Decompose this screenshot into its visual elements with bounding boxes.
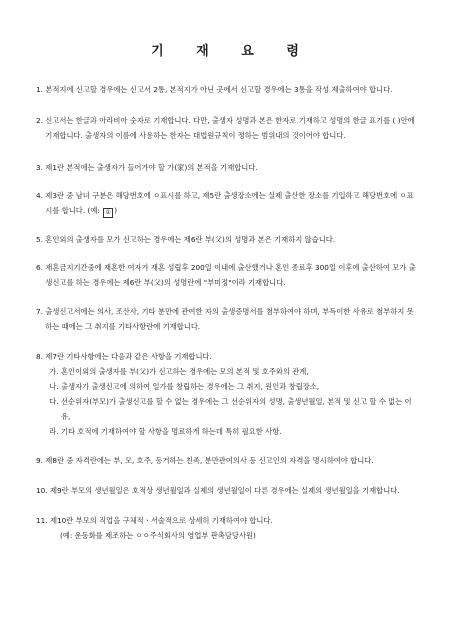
item-text-block bbox=[50, 513, 420, 543]
example-text: (예: 운동화를 제조하는 ㅇㅇ주식회사의 영업부 판촉담당사원) bbox=[59, 531, 256, 540]
sub-item bbox=[45, 364, 420, 379]
list-item bbox=[36, 483, 420, 498]
item-text-part: ) bbox=[114, 206, 118, 215]
item-text: 재혼금지기간중에 재혼한 여자가 재혼 성립후 200일 이내에 출산했거나 혼인 종료후 300일 이후에 출산하여 모가 출생신고를 하는 경우에는 제6란 부(父)의 성명란에 "부미정"이라 기재합니다. bbox=[45, 263, 416, 287]
list-item bbox=[36, 304, 420, 334]
item-text-part: 제3란 중 남녀 구분은 해당번호에 ㅇ표시를 하고, 제5란 출생장소에는 실제 출산한 장소를 기입하고 해당번호에 ㅇ표시를 합니다. (예: bbox=[45, 191, 414, 215]
item-number: 6. bbox=[36, 263, 43, 272]
item-text-block bbox=[45, 349, 420, 439]
sub-item bbox=[45, 379, 420, 394]
list-item bbox=[36, 188, 420, 218]
sub-item-key: 다. bbox=[49, 397, 59, 406]
sub-item-key: 가. bbox=[49, 367, 59, 376]
sub-item bbox=[45, 394, 420, 424]
list-item bbox=[36, 349, 420, 439]
item-text: 제10란 부모의 직업을 구체적ㆍ서술적으로 상세히 기재하여야 합니다. bbox=[49, 516, 273, 525]
item-number: 8. bbox=[36, 352, 43, 361]
list-item bbox=[36, 113, 420, 143]
item-number: 4. bbox=[36, 191, 43, 200]
item-number: 11. bbox=[36, 516, 48, 525]
item-text: 출생신고서에는 의사, 조산사, 기타 분만에 관여한 자의 출생증명서를 첨부하여야 하며, 부득이한 사유로 첨부하지 못하는 때에는 그 취지를 기타사항란에 기재합니다. bbox=[45, 307, 414, 331]
item-text: 제7란 기타사항에는 다음과 같은 사항을 기재합니다. bbox=[45, 352, 212, 361]
page-title: 기 재 요 령 bbox=[151, 44, 313, 59]
sub-item-text: 출생자가 출생신고에 의하여 일가를 창립하는 경우에는 그 취지, 원인과 창립장소, bbox=[61, 382, 320, 391]
item-text: 신고서는 한글과 아라비아 숫자로 기재합니다. 다만, 출생자 성명과 본은 한자로 기재하고 성명의 한글 표기를 ( )안에 기재합니다. 출생자의 이름에 사용하는 한자는 대법원규칙이 정하는 범위내의 것이어야 합니다. bbox=[45, 116, 415, 140]
sub-item bbox=[45, 424, 420, 439]
item-text: 본적지에 신고할 경우에는 신고서 2통, 본적지가 아닌 곳에서 신고할 경우에는 3통을 작성 제출하여야 합니다. bbox=[45, 85, 393, 94]
list-item bbox=[36, 160, 420, 175]
list-item bbox=[36, 82, 420, 97]
item-number: 2. bbox=[36, 116, 43, 125]
sub-item-text: 혼인이외의 출생자를 부(父)가 신고하는 경우에는 모의 본적 및 호주와의 관계, bbox=[61, 367, 309, 376]
list-item bbox=[36, 513, 420, 543]
sub-item-key: 라. bbox=[49, 427, 59, 436]
sub-item-text: 기타 호적에 기재하여야 할 사항을 명료하게 하는데 특히 필요한 사항. bbox=[61, 427, 282, 436]
item-number: 10. bbox=[36, 486, 48, 495]
item-number: 3. bbox=[36, 163, 43, 172]
list-item bbox=[36, 232, 420, 247]
item-text: 제9란 부모의 생년월일은 호적상 생년월일과 실제의 생년월일이 다른 경우에는 실제의 생년월일을 기재합니다. bbox=[49, 486, 400, 495]
item-text: 혼인외의 출생자를 모가 신고하는 경우에는 제6란 부(父)의 성명과 본은 기재하지 않습니다. bbox=[45, 235, 336, 244]
item-text: 제1란 본적에는 출생자가 들어가야 할 가(家)의 본적을 기재합니다. bbox=[45, 163, 258, 172]
list-item bbox=[36, 260, 420, 290]
item-number: 9. bbox=[36, 456, 43, 465]
item-number: 1. bbox=[36, 85, 43, 94]
item-number: 7. bbox=[36, 307, 43, 316]
sub-item-text: 선순위자(부모)가 출생신고를 할 수 없는 경우에는 그 선순위자의 성명, 출생년월일, 본적 및 신고 할 수 없는 이유, bbox=[61, 397, 412, 421]
item-text: 제8란 중 자격란에는 부, 모, 호주, 동거하는 친족, 분만관여의사 등 신고인의 자격을 명시하여야 합니다. bbox=[45, 456, 374, 465]
item-text bbox=[45, 188, 420, 218]
sub-item-key: 나. bbox=[49, 382, 59, 391]
instruction-list bbox=[36, 82, 420, 543]
list-item bbox=[36, 453, 420, 468]
item-number: 5. bbox=[36, 235, 43, 244]
example-box: ① bbox=[103, 208, 113, 218]
